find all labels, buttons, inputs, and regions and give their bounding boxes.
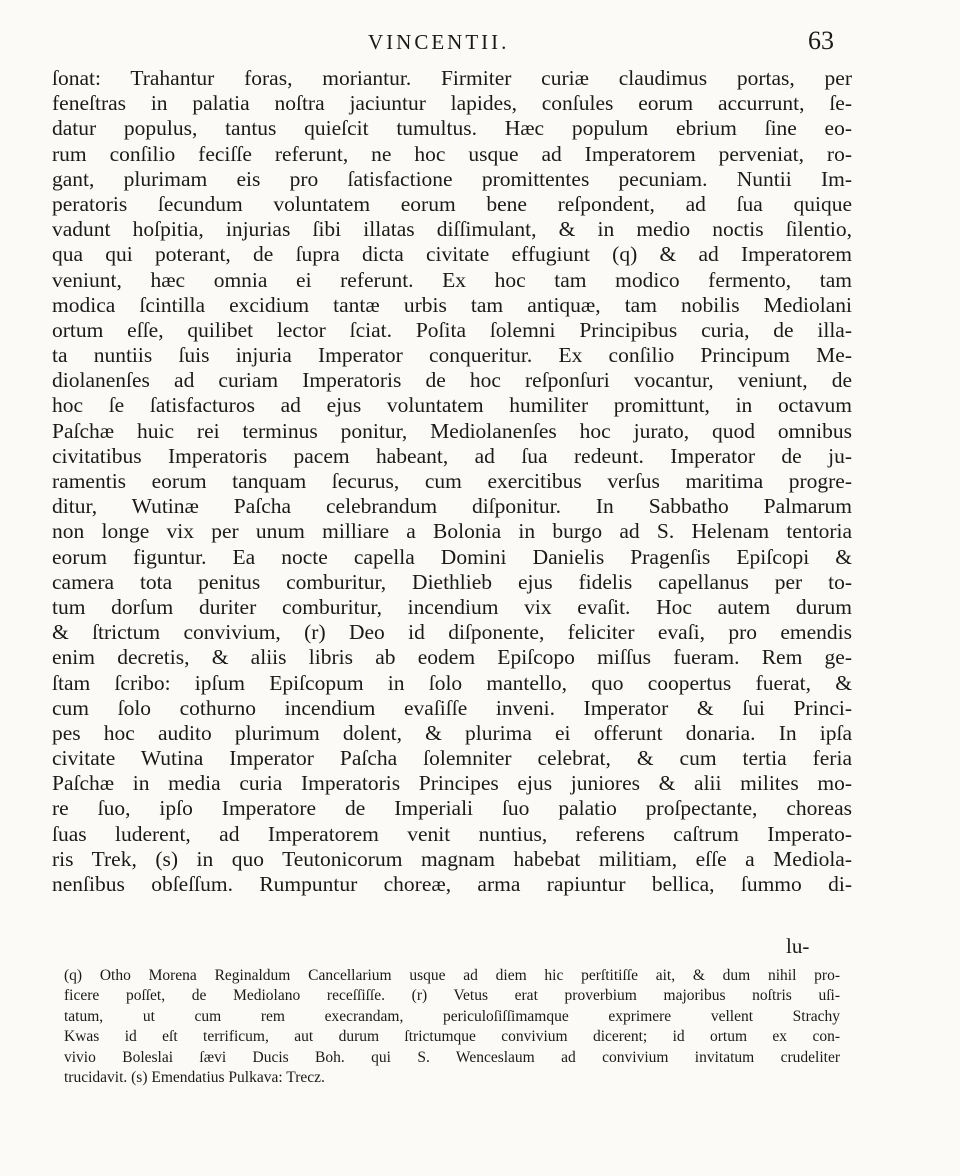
text-line: qua qui poterant, de ſupra dicta civitate effugiunt (q) & ad Imperatorem <box>52 242 852 267</box>
text-line: & ſtrictum convivium, (r) Deo id diſponente, feliciter evaſi, pro emendis <box>52 620 852 645</box>
text-line: veniunt, hæc omnia ei referunt. Ex hoc tam modico fermento, tam <box>52 267 852 292</box>
footnote-line: (q) Otho Morena Reginaldum Cancellarium usque ad diem hic perſtitiſſe ait, & dum nihil pro- <box>64 967 840 984</box>
footnote-line: Kwas id eſt terrificum, aut durum ſtrictumque convivium dicerent; id ortum ex con- <box>64 1028 840 1046</box>
text-line: ditur, Wutinæ Paſcha celebrandum diſponitur. In Sabbatho Palmarum <box>52 494 852 519</box>
text-line: ſonat: Trahantur foras, moriantur. Firmiter curiæ claudimus portas, per <box>52 66 852 90</box>
text-line: nenſibus obſeſſum. Rumpuntur choreæ, arma rapiuntur bellica, ſummo di- <box>52 872 852 896</box>
text-line: ſtam ſcribo: ipſum Epiſcopum in ſolo mantello, quo coopertus fuerat, & <box>52 670 852 695</box>
text-line: hoc ſe ſatisfacturos ad ejus voluntatem humiliter promittunt, in octavum <box>52 393 852 418</box>
text-line: cum ſolo cothurno incendium evaſiſſe inveni. Imperator & ſui Princi- <box>52 695 852 720</box>
text-line: re ſuo, ipſo Imperatore de Imperiali ſuo palatio proſpectante, choreas <box>52 796 852 821</box>
text-line: ris Trek, (s) in quo Teutonicorum magnam habebat militiam, eſſe a Mediola- <box>52 846 852 871</box>
text-line: ortum eſſe, quilibet lector ſciat. Poſita ſolemni Principibus curia, de illa- <box>52 317 852 342</box>
footnote-line: tatum, ut cum rem execrandam, periculoſiſſimamque exprimere vellent Strachy <box>64 1007 840 1025</box>
text-line: modica ſcintilla excidium tantæ urbis tam antiquæ, tam nobilis Mediolani <box>52 292 852 317</box>
footnote-line: vivio Boleslai ſævi Ducis Boh. qui S. Wenceslaum ad convivium invitatum crudeliter <box>64 1048 840 1066</box>
text-line: peratoris ſecundum voluntatem eorum bene reſpondent, ad ſua quique <box>52 191 852 216</box>
text-line: feneſtras in palatia noſtra jaciuntur lapides, conſules eorum accurrunt, ſe- <box>52 91 852 116</box>
text-line: ſuas luderent, ad Imperatorem venit nuntius, referens caſtrum Imperato- <box>52 821 852 846</box>
text-line: datur populus, tantus quieſcit tumultus. Hæc populum ebrium ſine eo- <box>52 116 852 141</box>
page-number: 63 <box>808 26 834 55</box>
text-line: Paſchæ in media curia Imperatoris Principes ejus juniores & alii milites mo- <box>52 771 852 796</box>
text-line: camera tota penitus comburitur, Diethlieb ejus fidelis capellanus per to- <box>52 569 852 594</box>
footnote-line: trucidavit. (s) Emendatius Pulkava: Trecz. <box>64 1068 325 1086</box>
text-line: civitatibus Imperatoris pacem habeant, ad ſua redeunt. Imperator de ju- <box>52 443 852 468</box>
text-line: rum conſilio feciſſe referunt, ne hoc usque ad Imperatorem perveniat, ro- <box>52 141 852 166</box>
text-line: civitate Wutina Imperator Paſcha ſolemniter celebrat, & cum tertia feria <box>52 746 852 771</box>
text-line: pes hoc audito plurimum dolent, & plurima ei offerunt donaria. In ipſa <box>52 720 852 745</box>
main-text <box>52 66 852 897</box>
text-line: tum dorſum duriter comburitur, incendium vix evaſit. Hoc autem durum <box>52 594 852 619</box>
text-line: Paſchæ huic rei terminus ponitur, Mediolanenſes hoc jurato, quod omnibus <box>52 418 852 443</box>
footnotes <box>64 966 840 1088</box>
text-line: eorum figuntur. Ea nocte capella Domini Danielis Pragenſis Epiſcopi & <box>52 544 852 569</box>
text-line: ta nuntiis ſuis injuria Imperator conqueritur. Ex conſilio Principum Me- <box>52 343 852 368</box>
page-header <box>0 22 960 62</box>
footnote-line: ficere poſſet, de Mediolano receſſiſſe. (r) Vetus erat proverbium majoribus noſtris uſi- <box>64 987 840 1005</box>
text-line: ramentis eorum tanquam ſecurus, cum exercitibus verſus maritima progre- <box>52 469 852 493</box>
catchword: lu- <box>786 934 810 958</box>
text-line: vadunt hoſpitia, injurias ſibi illatas diſſimulant, & in medio noctis ſilentio, <box>52 217 852 242</box>
running-head: VINCENTII. <box>368 30 510 54</box>
text-line: gant, plurimam eis pro ſatisfactione promittentes pecuniam. Nuntii Im- <box>52 166 852 191</box>
text-line: diolanenſes ad curiam Imperatoris de hoc reſponſuri vocantur, veniunt, de <box>52 368 852 393</box>
text-line: non longe vix per unum milliare a Bolonia in burgo ad S. Helenam tentoria <box>52 519 852 544</box>
text-line: enim decretis, & aliis libris ab eodem Epiſcopo miſſus fueram. Rem ge- <box>52 645 852 670</box>
